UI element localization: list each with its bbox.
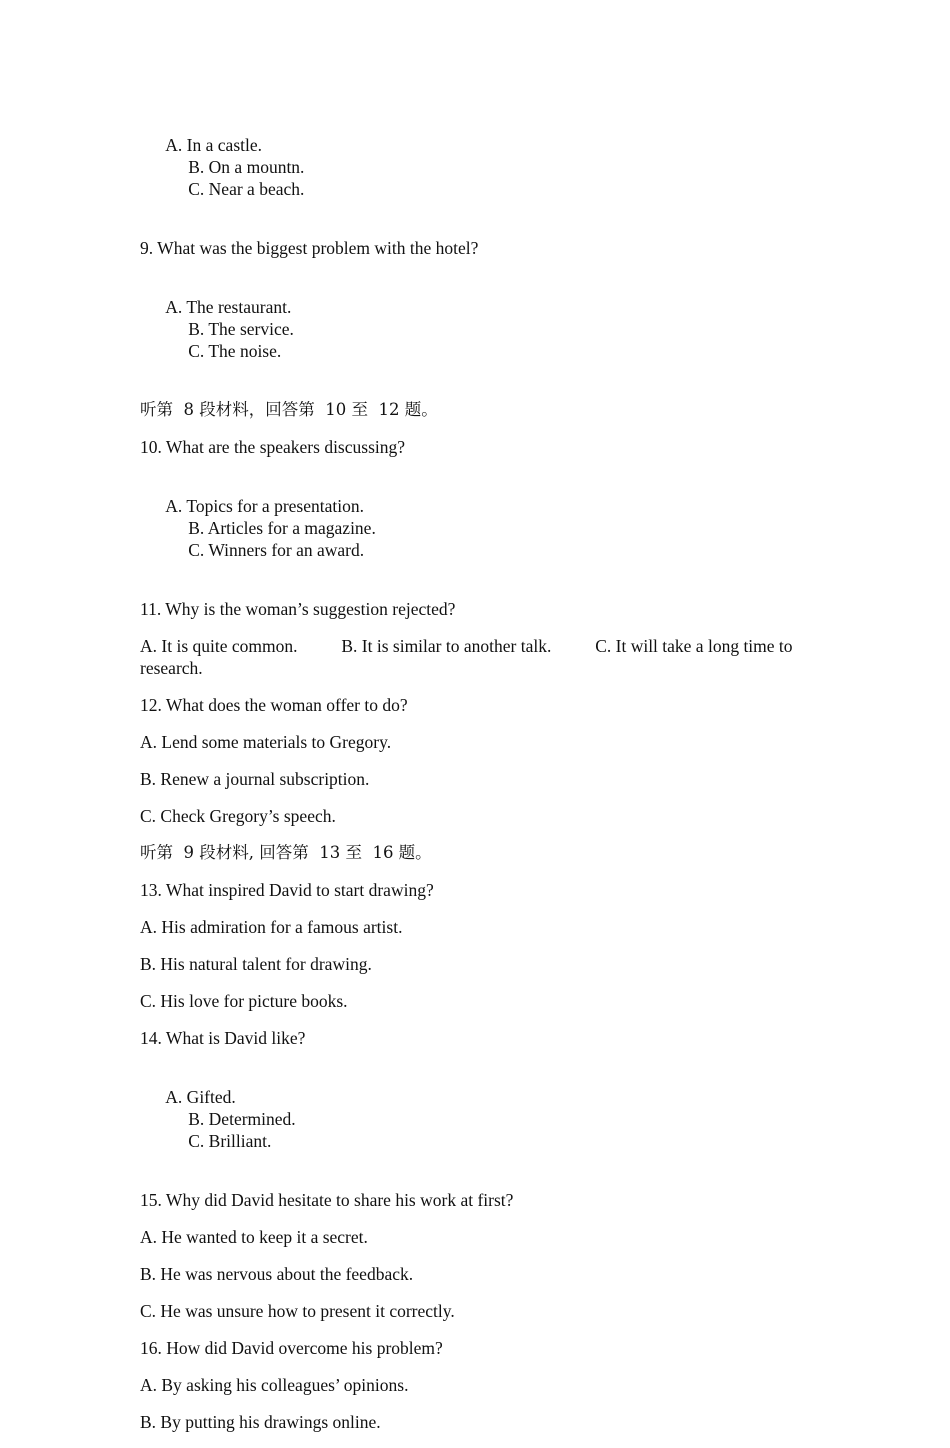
q10-option-a: A. Topics for a presentation. (165, 496, 364, 516)
q15-question: 15. Why did David hesitate to share his work at first? (140, 1190, 514, 1210)
q15-option-b: B. He was nervous about the feedback. (140, 1264, 414, 1284)
q10-question: 10. What are the speakers discussing? (140, 437, 406, 457)
q9-options (140, 274, 800, 384)
q8-option-c: C. Near a beach. (188, 179, 305, 199)
q12-option-b: B. Renew a journal subscription. (140, 769, 370, 789)
q13-question: 13. What inspired David to start drawing? (140, 880, 434, 900)
q10-option-b: B. Articles for a magazine. (188, 518, 376, 538)
q10-option-c: C. Winners for an award. (188, 540, 365, 560)
q11-options (140, 635, 800, 679)
q9-question: 9. What was the biggest problem with the hotel? (140, 238, 479, 258)
q10-options (140, 473, 800, 583)
q13-option-c: C. His love for picture books. (140, 991, 348, 1011)
q12-question: 12. What does the woman offer to do? (140, 695, 408, 715)
section-9-instruction: 听第 9 段材料, 回答第 13 至 16 题。 (140, 843, 432, 862)
q12-option-a: A. Lend some materials to Gregory. (140, 732, 392, 752)
q12-option-c: C. Check Gregory’s speech. (140, 806, 336, 826)
q9-option-c: C. The noise. (188, 341, 282, 361)
q14-option-b: B. Determined. (188, 1109, 296, 1129)
q16-option-a: A. By asking his colleagues’ opinions. (140, 1375, 409, 1395)
q13-option-b: B. His natural talent for drawing. (140, 954, 372, 974)
q14-question: 14. What is David like? (140, 1028, 306, 1048)
q8-options (140, 112, 800, 222)
q11-option-c: C. It will take a long time to research. (140, 636, 797, 678)
document-content (140, 112, 800, 1448)
q11-option-a: A. It is quite common. (140, 636, 298, 656)
q9-option-b: B. The service. (188, 319, 294, 339)
q14-options (140, 1064, 800, 1174)
q15-option-c: C. He was unsure how to present it correctly. (140, 1301, 455, 1321)
q8-option-b: B. On a mountn. (188, 157, 305, 177)
q16-option-b: B. By putting his drawings online. (140, 1412, 381, 1432)
q8-option-a: A. In a castle. (165, 135, 262, 155)
section-8-instruction: 听第 8 段材料，回答第 10 至 12 题。 (140, 400, 438, 419)
q16-question: 16. How did David overcome his problem? (140, 1338, 443, 1358)
q15-option-a: A. He wanted to keep it a secret. (140, 1227, 368, 1247)
q14-option-c: C. Brilliant. (188, 1131, 272, 1151)
q13-option-a: A. His admiration for a famous artist. (140, 917, 403, 937)
q11-option-b: B. It is similar to another talk. (341, 636, 552, 656)
q11-question: 11. Why is the woman’s suggestion rejected? (140, 599, 456, 619)
q14-option-a: A. Gifted. (165, 1087, 236, 1107)
q9-option-a: A. The restaurant. (165, 297, 292, 317)
